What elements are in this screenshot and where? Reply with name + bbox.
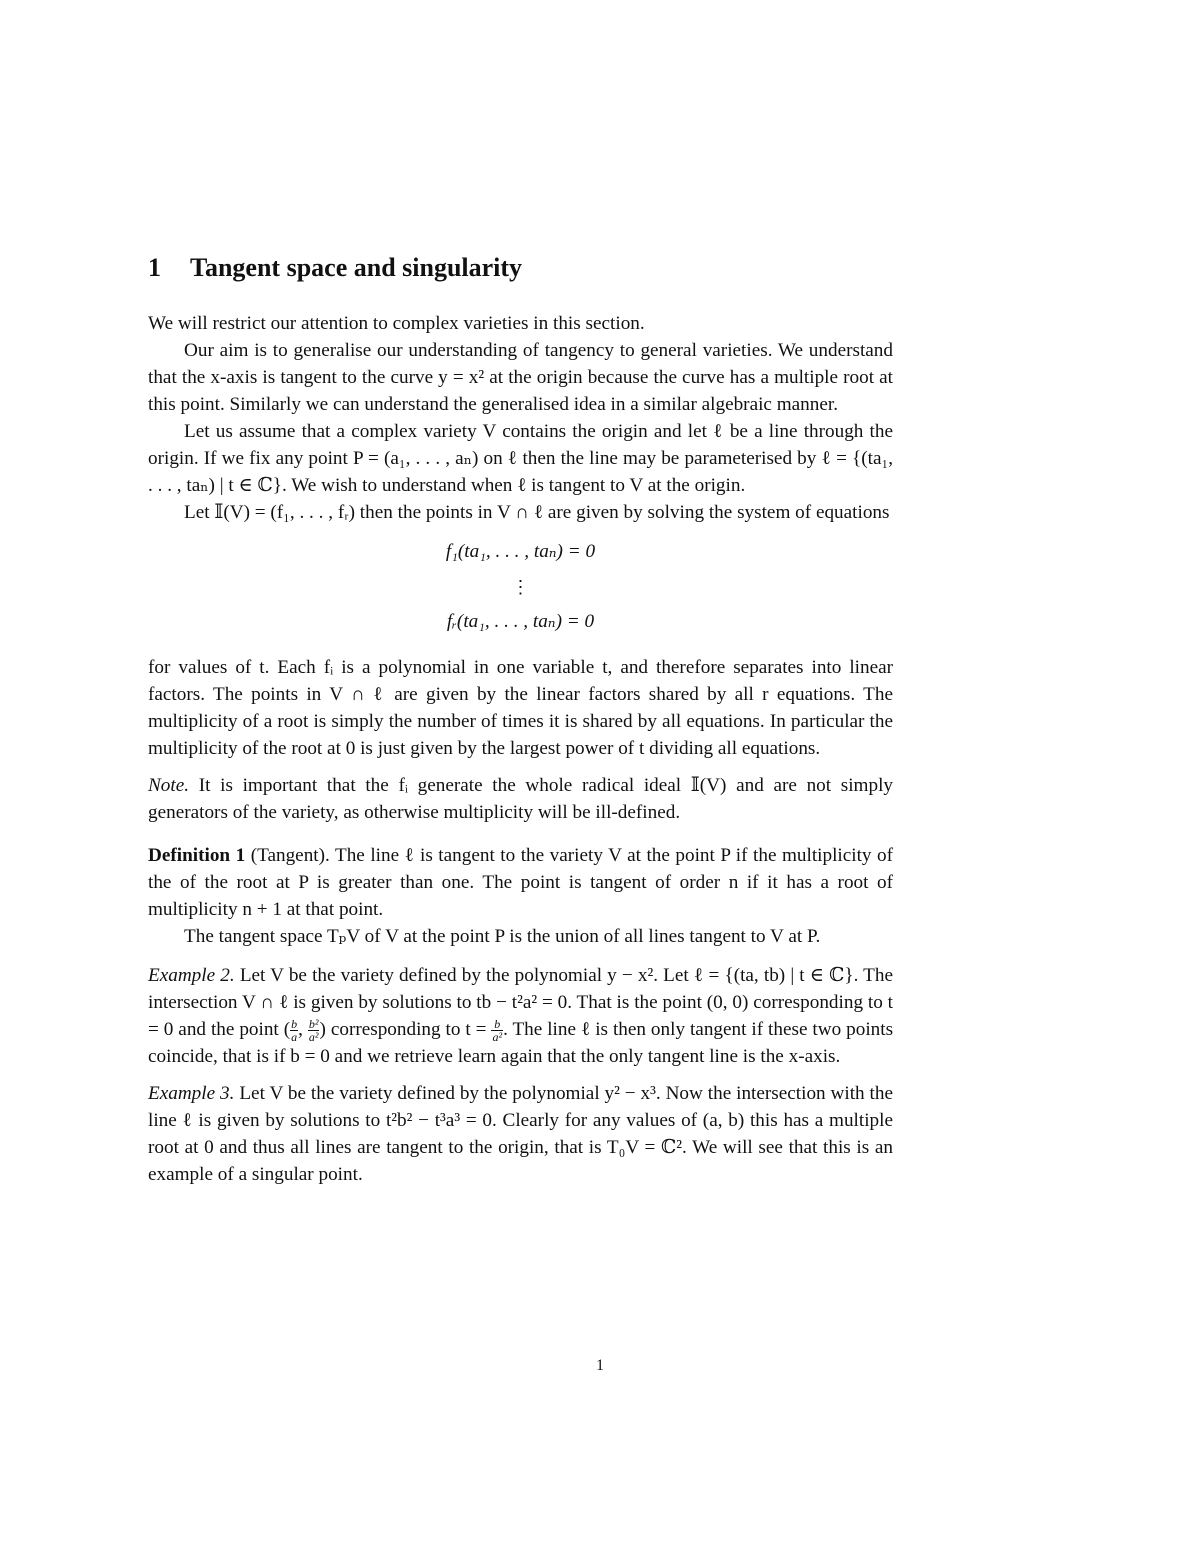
example-3-text: Let V be the variety defined by the polynomial y² − x³. Now the intersection with the line ℓ is given by solutions to t²b² − t³a³ = 0. Clearly for any values of (a, b) this has a multiple root at 0 and thus all lines are tangent to the origin, that is T₀V = ℂ². We will see that this is an example of a singular point. xyxy=(148,1083,893,1186)
paragraph-intro: We will restrict our attention to complex varieties in this section. xyxy=(148,313,645,334)
equation-system xyxy=(148,534,893,640)
equation-first: f₁(ta₁, . . . , taₙ) = 0 xyxy=(445,541,596,562)
equation-vdots: ⋮ xyxy=(511,577,530,597)
page-number: 1 xyxy=(596,1357,604,1374)
paragraph-ideal: Let 𝕀(V) = (f₁, . . . , fᵣ) then the points in V ∩ ℓ are given by solving the system of equations xyxy=(184,502,890,523)
example-2-text-b: corresponding to t = xyxy=(330,1019,487,1040)
example-2-text-a: Let V be the variety defined by the polynomial y − x². Let ℓ = {(ta, tb) | t ∈ ℂ}. The intersection V ∩ ℓ is given by solutions to tb − t²a² = 0. That is the point (0, 0) corresponding to t = 0 and the point xyxy=(148,965,894,1040)
fraction: $\frac{\text{b²}}{\text{a²}}$ xyxy=(308,1017,319,1045)
section-number: 1 xyxy=(148,253,161,282)
note-label: Note. xyxy=(148,775,190,796)
section-title: Tangent space and singularity xyxy=(190,253,523,282)
note-text: It is important that the fᵢ generate the whole radical ideal 𝕀(V) and are not simply generators of the variety, as otherwise multiplicity will be ill-defined. xyxy=(148,775,894,823)
definition-block xyxy=(148,842,893,923)
example-2-point: ( $\frac{b}{a}$ , $\frac{\text{b²}}{\text{a²}}$ ) xyxy=(283,1017,326,1045)
example-2-label: Example 2. xyxy=(148,965,235,986)
section-heading xyxy=(148,248,893,288)
example-2-text-c: . The line ℓ is then only tangent if these two points coincide, that is if b = 0 and we retrieve learn again that the only tangent line is the x-axis. xyxy=(148,1019,894,1068)
fraction: $\frac{b}{a}$ xyxy=(291,1017,298,1045)
paragraph-values: for values of t. Each fᵢ is a polynomial in one variable t, and therefore separates into linear factors. The points in V ∩ ℓ are given by the linear factors shared by all r equations. The multiplicity of a root is simply the number of times it is shared by all equations. In particular the multiplicity of the root at 0 is just given by the largest power of t dividing all equations. xyxy=(148,657,893,759)
paragraph-assume: Let us assume that a complex variety V contains the origin and let ℓ be a line through the origin. If we fix any point P = (a₁, . . . , aₙ) on ℓ then the line may be parameterised by ℓ = {(ta₁, . . . , taₙ) | t ∈ ℂ}. We wish to understand when ℓ is tangent to V at the origin. xyxy=(148,421,893,496)
paragraph-aim: Our aim is to generalise our understanding of tangency to general varieties. We understand that the x-axis is tangent to the curve y = x² at the origin because the curve has a multiple root at this point. Similarly we can understand the generalised idea in a similar algebraic manner. xyxy=(148,340,893,415)
definition-name: (Tangent). xyxy=(250,845,330,866)
definition-text: The line ℓ is tangent to the variety V at the point P if the multiplicity of the of the root at P is greater than one. The point is tangent of order n if it has a root of multiplicity n + 1 at that point. xyxy=(148,845,894,920)
equation-last: fᵣ(ta₁, . . . , taₙ) = 0 xyxy=(446,611,595,632)
definition-tangent-space: The tangent space TₚV of V at the point P is the union of all lines tangent to V at P. xyxy=(184,926,821,947)
note-block xyxy=(148,772,893,826)
fraction: $\frac{b}{\text{a²}}$ xyxy=(492,1017,503,1045)
example-3-block xyxy=(148,1080,893,1188)
page-body xyxy=(148,248,893,1188)
definition-label: Definition 1 xyxy=(148,845,246,866)
example-2-block xyxy=(148,962,893,1070)
example-3-label: Example 3. xyxy=(148,1083,235,1105)
